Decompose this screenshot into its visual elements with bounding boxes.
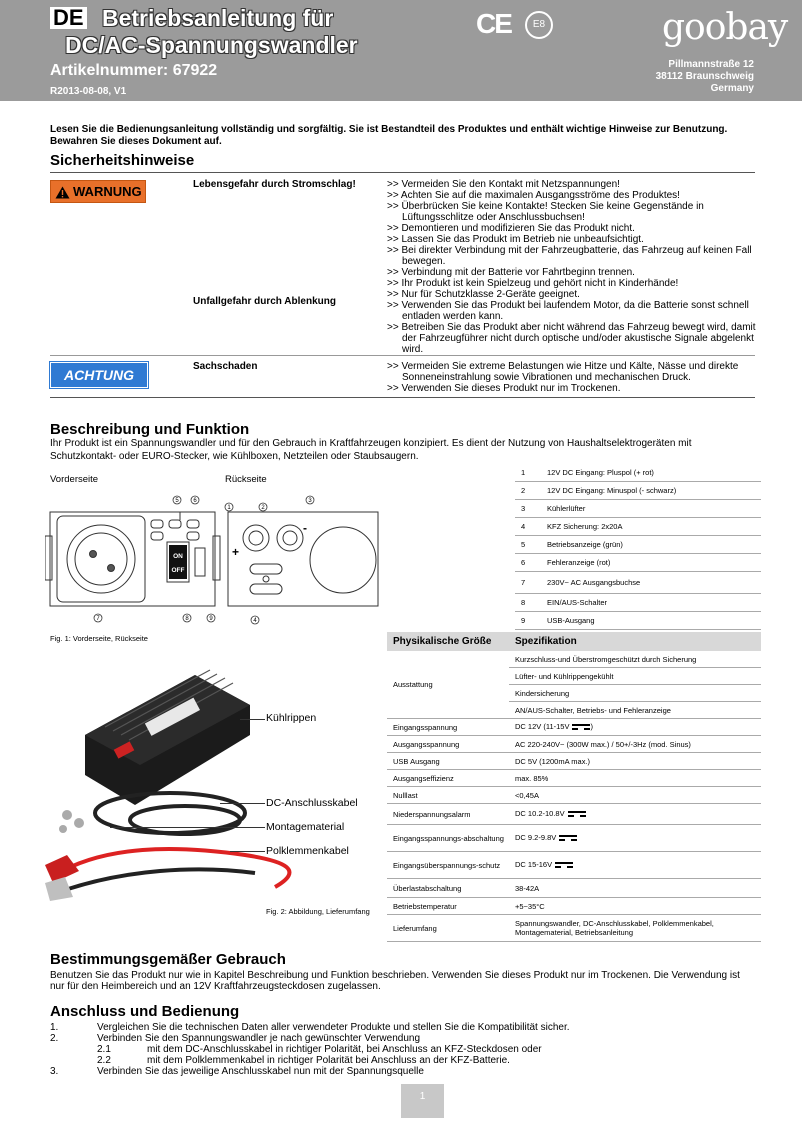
list-item: >> Betreiben Sie das Produkt aber nicht während das Fahrzeug bewegt wird, damit der Fahrzeugführer nicht durch optische und/oder akustische Signale abgelenkt wird.: [387, 322, 756, 355]
safety-list: [387, 361, 757, 394]
safety-group-label: Lebensgefahr durch Stromschlag!: [193, 179, 356, 190]
table-row: 4 KFZ Sicherung: 2x20A: [515, 518, 761, 536]
svg-text:+: +: [232, 545, 240, 559]
list-item: 2.1 mit dem DC-Anschlusskabel in richtiger Polarität, bei Anschluss an KFZ-Steckdosen oder: [97, 1044, 542, 1055]
list-item: 3. Verbinden Sie das jeweilige Anschlusskabel nun mit der Spannungsquelle: [50, 1066, 424, 1077]
caution-badge: ACHTUNG: [50, 362, 148, 388]
steps-list: [50, 1022, 755, 1077]
svg-text:-: -: [303, 521, 307, 535]
list-item: 2. Verbinden Sie den Spannungswandler je nach gewünschter Verwendung: [50, 1033, 421, 1044]
table-row: Überlastabschaltung 38-42A: [387, 879, 761, 898]
brand-logo: goobay: [662, 7, 788, 48]
dc-symbol-icon: [572, 724, 590, 732]
svg-text:5: 5: [175, 498, 179, 504]
warning-badge: [50, 180, 146, 203]
table-row: 5 Betriebsanzeige (grün): [515, 536, 761, 554]
safety-group-label: Unfallgefahr durch Ablenkung: [193, 296, 336, 307]
article-number: Artikelnummer: 67922: [50, 62, 218, 79]
language-code: DE: [50, 7, 87, 29]
list-item: >> Achten Sie auf die maximalen Ausgangsströme des Produktes!: [387, 190, 680, 201]
svg-text:7: 7: [96, 616, 100, 622]
table-row: 8 EIN/AUS-Schalter: [515, 594, 761, 612]
callout-label: Polklemmenkabel: [266, 845, 349, 857]
table-row: Lüfter- und Kühlrippengekühlt: [387, 668, 761, 685]
list-item: >> Ihr Produkt ist kein Spielzeug und gehört nicht in Kinderhände!: [387, 278, 679, 289]
table-row: Ausgangseffizienz max. 85%: [387, 770, 761, 787]
table-row: Kindersicherung: [387, 685, 761, 702]
figure2-caption: Fig. 2: Abbildung, Lieferumfang: [266, 907, 370, 916]
doc-title-line1: Betriebsanleitung für: [102, 5, 334, 31]
ce-mark-icon: CE: [476, 8, 511, 39]
list-item: >> Vermeiden Sie den Kontakt mit Netzspannungen!: [387, 179, 620, 190]
list-item: >> Demontieren und modifizieren Sie das Produkt nicht.: [387, 223, 635, 234]
svg-text:2: 2: [261, 505, 265, 511]
table-row: 6 Fehleranzeige (rot): [515, 554, 761, 572]
revision: R2013-08-08, V1: [50, 86, 127, 97]
address-line: Germany: [710, 83, 754, 94]
back-label: Rückseite: [225, 474, 267, 485]
table-row: Nulllast <0,45A: [387, 787, 761, 804]
svg-text:9: 9: [209, 616, 213, 622]
table-row: Lieferumfang Spannungswandler, DC-Anschlusskabel, Polklemmenkabel, Montagematerial, Betriebsanleitung: [387, 915, 761, 942]
table-row: Eingangsüberspannungs-schutz DC 15-16V: [387, 852, 761, 879]
e8-mark-icon: E8: [525, 11, 553, 39]
list-item: >> Lassen Sie das Produkt im Betrieb nie unbeaufsichtigt.: [387, 234, 644, 245]
divider: [50, 355, 755, 356]
svg-text:4: 4: [253, 618, 257, 624]
warning-triangle-icon: [55, 186, 70, 199]
table-row: Eingangsspannung DC 12V (11-15V ): [387, 719, 761, 736]
intro-text: Lesen Sie die Bedienungsanleitung vollständig und sorgfältig. Sie ist Bestandteil des Produktes und enthält wichtige Hinweise zur Benutzung. Bewahren Sie dieses Dokument auf.: [50, 124, 728, 147]
product-photo: [45, 665, 385, 905]
table-row: Eingangsspannungs-abschaltung DC 9.2-9.8V: [387, 825, 761, 852]
callout-label: Kühlrippen: [266, 712, 317, 724]
table-row: 1 12V DC Eingang: Pluspol (+ rot): [515, 464, 761, 482]
list-item: >> Verbindung mit der Batterie vor Fahrtbeginn trennen.: [387, 267, 635, 278]
callout-line: [230, 851, 265, 852]
table-row: AN/AUS-Schalter, Betriebs- und Fehleranzeige: [387, 702, 761, 719]
address-line: 38112 Braunschweig: [655, 71, 754, 82]
dc-symbol-icon: [559, 835, 577, 843]
operation-title: Anschluss und Bedienung: [50, 1003, 240, 1020]
divider: [50, 397, 755, 398]
safety-group-label: Sachschaden: [193, 361, 258, 372]
address: [656, 59, 754, 95]
doc-title-line2: DC/AC-Spannungswandler: [65, 32, 358, 58]
safety-title: Sicherheitshinweise: [50, 152, 195, 169]
callout-line: [110, 827, 265, 828]
figure1-caption: Fig. 1: Vorderseite, Rückseite: [50, 634, 148, 643]
list-item: >> Verwenden Sie das Produkt bei laufendem Motor, da die Batterie sonst schnell entladen werden kann.: [387, 300, 749, 322]
table-row: Betriebstemperatur +5~35°C: [387, 898, 761, 915]
callout-label: DC-Anschlusskabel: [266, 797, 358, 809]
list-item: >> Vermeiden Sie extreme Belastungen wie Hitze und Kälte, Nässe und direkte Sonneneinstrahlung sowie Vibrationen und mechanischen Druck.: [387, 361, 739, 383]
description-text: Ihr Produkt ist ein Spannungswandler und für den Gebrauch in Kraftfahrzeugen konzipiert. Es dient der Nutzung von Haushaltselektrogeräten mit Schutzkontakt- oder EURO-Stecker, wie Kühlboxen, Netzteilen oder Staubsaugern.: [50, 438, 692, 462]
list-item: >> Überbrücken Sie keine Kontakte! Stecken Sie keine Gegenstände in Lüftungsschlitze oder Anschlussbuchsen!: [387, 201, 704, 223]
components-table: [515, 464, 761, 630]
table-row: Ausstattung Kurzschluss-und Überstromgeschützt durch Sicherung: [387, 651, 761, 668]
list-item: >> Nur für Schutzklasse 2-Geräte geeignet.: [387, 289, 580, 300]
device-diagram: [45, 490, 380, 630]
table-row: USB Ausgang DC 5V (1200mA max.): [387, 753, 761, 770]
table-row: 7 230V~ AC Ausgangsbuchse: [515, 572, 761, 594]
switch-off-text: OFF: [171, 567, 185, 574]
page-number: 1: [401, 1084, 444, 1118]
switch-on-text: ON: [173, 553, 183, 560]
table-row: 9 USB-Ausgang: [515, 612, 761, 630]
table-header: Physikalische Größe Spezifikation: [387, 632, 761, 651]
list-item: >> Verwenden Sie dieses Produkt nur im Trockenen.: [387, 383, 621, 394]
spec-table: [387, 632, 761, 942]
dc-symbol-icon: [555, 862, 573, 870]
list-item: 2.2 mit dem Polklemmenkabel in richtiger Polarität bei Anschluss an der KFZ-Batterie.: [97, 1055, 510, 1066]
table-row: Niederspannungsalarm DC 10.2-10.8V: [387, 804, 761, 825]
callout-line: [240, 719, 265, 720]
svg-text:6: 6: [193, 498, 197, 504]
dc-symbol-icon: [568, 811, 586, 819]
usage-text: Benutzen Sie das Produkt nur wie in Kapitel Beschreibung und Funktion beschrieben. Verwenden Sie dieses Produkt nur im Trockenen. Die Verwendung ist nur für den Heimbereich und an 12V Kraftfahrzeugsteckdosen zugelassen.: [50, 970, 740, 992]
svg-text:8: 8: [185, 616, 189, 622]
description-title: Beschreibung und Funktion: [50, 421, 250, 438]
callout-label: Montagematerial: [266, 821, 345, 833]
list-item: >> Bei direkter Verbindung mit der Fahrzeugbatterie, das Fahrzeug auf keinen Fall bewegen.: [387, 245, 752, 267]
warning-label: WARNUNG: [73, 184, 142, 199]
table-row: Ausgangsspannung AC 220-240V~ (300W max.) / 50+/-3Hz (mod. Sinus): [387, 736, 761, 753]
divider: [50, 172, 755, 173]
table-row: 3 Kühlerlüfter: [515, 500, 761, 518]
table-row: 2 12V DC Eingang: Minuspol (- schwarz): [515, 482, 761, 500]
front-label: Vorderseite: [50, 474, 99, 485]
safety-list: [387, 179, 757, 355]
address-line: Pillmannstraße 12: [668, 59, 754, 70]
svg-text:3: 3: [308, 498, 312, 504]
usage-title: Bestimmungsgemäßer Gebrauch: [50, 951, 286, 968]
list-item: 1. Vergleichen Sie die technischen Daten aller verwendeter Produkte und stellen Sie die Kompatibilität sicher.: [50, 1022, 570, 1033]
svg-text:1: 1: [227, 505, 231, 511]
callout-line: [220, 803, 265, 804]
